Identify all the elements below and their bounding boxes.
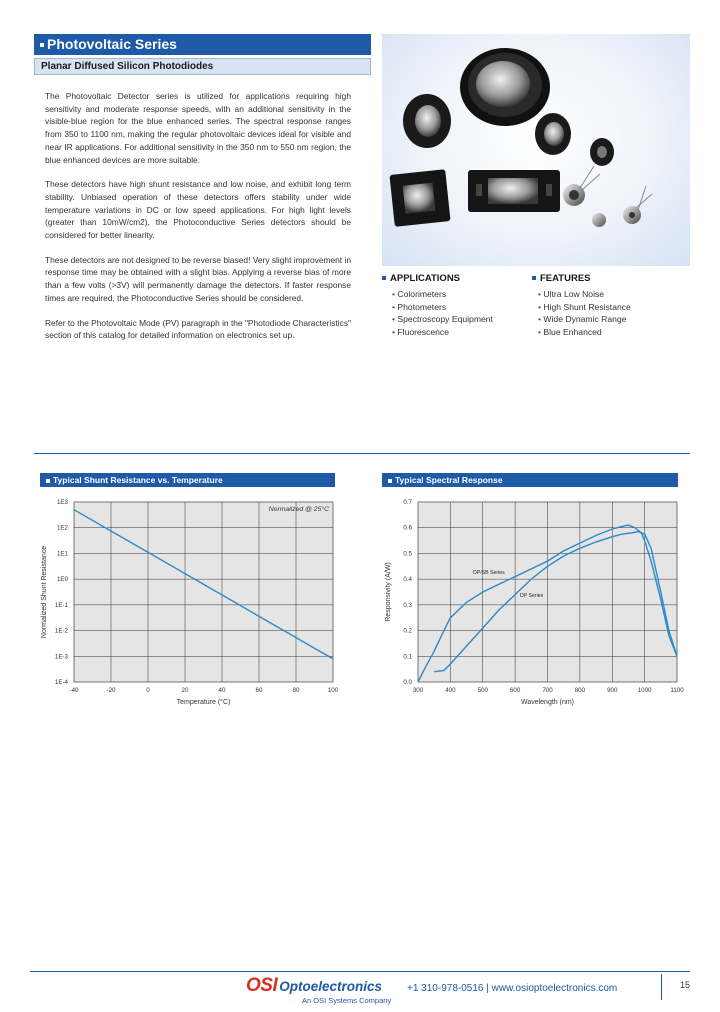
list-item: • Blue Enhanced [538, 326, 631, 339]
x-tick-label: 800 [574, 687, 586, 694]
chart-annotation: Normalized @ 25°C [268, 506, 329, 513]
y-tick-label: 0.5 [403, 550, 412, 558]
bullet-square-icon [46, 479, 50, 483]
spectral-response-chart [378, 488, 688, 713]
x-axis-label: Temperature (°C) [176, 699, 231, 706]
features-title: FEATURES [532, 273, 591, 284]
bullet-square-icon [388, 479, 392, 483]
y-tick-label: 0.7 [403, 499, 412, 506]
x-tick-label: 20 [181, 687, 189, 694]
x-tick-label: 300 [412, 687, 424, 694]
x-tick-label: 40 [218, 687, 226, 694]
shunt-chart-title: Typical Shunt Resistance vs. Temperature [40, 473, 335, 487]
y-axis-label: Responsivity (A/W) [385, 562, 392, 622]
y-tick-label: 0.6 [403, 524, 412, 532]
phone-number: +1 310-978-0516 [407, 983, 484, 994]
y-tick-label: 0.0 [403, 679, 412, 686]
page-number: 15 [680, 980, 691, 990]
list-item: • Wide Dynamic Range [538, 313, 631, 326]
applications-title: APPLICATIONS [382, 273, 460, 284]
x-tick-label: 100 [327, 687, 339, 694]
brand-logo: OSI Optoelectronics [246, 975, 383, 996]
list-item: • Fluorescence [392, 326, 493, 339]
plot-area [74, 502, 333, 682]
y-tick-label: 0.2 [403, 627, 412, 635]
list-item: • High Shunt Resistance [538, 301, 631, 314]
contact-separator: | [486, 983, 489, 994]
x-tick-label: 80 [292, 687, 300, 694]
intro-text [45, 90, 351, 354]
y-tick-label: 0.3 [403, 601, 412, 609]
product-photo [382, 34, 690, 266]
y-tick-label: 1E-3 [54, 653, 68, 661]
applications-list [392, 288, 493, 339]
y-axis-label: Normalized Shunt Resistance [41, 545, 48, 639]
bullet-square-icon [382, 276, 386, 280]
y-tick-label: 0.4 [403, 576, 412, 584]
list-item: • Colorimeters [392, 288, 493, 301]
section-subtitle: Planar Diffused Silicon Photodiodes [34, 58, 371, 75]
intro-paragraph: These detectors have high shunt resistance and low noise, and exhibit long term stability. Unbiased operation of these detectors offers stability under wide temperature variations in DC or low speed applications. For high light levels (greater than 10mW/cm2), the Photoconductive Series detectors should be considered for better linearity. [45, 179, 351, 241]
x-tick-label: 1000 [637, 687, 652, 694]
series-label: DP Series [519, 593, 544, 600]
y-tick-label: 1E-2 [54, 627, 68, 635]
bullet-square-icon [40, 43, 44, 47]
list-item: • Spectroscopy Equipment [392, 313, 493, 326]
y-tick-label: 1E1 [56, 550, 68, 558]
x-tick-label: 0 [146, 687, 150, 694]
x-tick-label: -40 [69, 687, 79, 694]
y-tick-label: 1E0 [56, 576, 68, 584]
x-tick-label: -20 [106, 687, 116, 694]
section-title: Photovoltaic Series [34, 34, 371, 55]
x-tick-label: 700 [542, 687, 553, 694]
x-tick-label: 60 [255, 687, 263, 694]
x-tick-label: 1100 [670, 687, 684, 694]
shunt-resistance-chart [34, 488, 344, 713]
y-tick-label: 1E-1 [54, 601, 68, 609]
features-list [538, 288, 631, 339]
intro-paragraph: Refer to the Photovoltaic Mode (PV) paragraph in the "Photodiode Characteristics" section of this catalog for detailed information on electronics set up. [45, 317, 351, 341]
brand-tagline: An OSI Systems Company [302, 996, 392, 1005]
bullet-square-icon [532, 276, 536, 280]
x-tick-label: 400 [445, 687, 456, 694]
website-link[interactable]: www.osioptoelectronics.com [491, 983, 618, 994]
list-item: • Ultra Low Noise [538, 288, 631, 301]
list-item: • Photometers [392, 301, 493, 314]
intro-paragraph: These detectors are not designed to be reverse biased! Very slight improvement in response time may be obtained with a slight bias. Applying a reverse bias of more than a few volts (>3V) will permanently damage the detectors. If faster response times are required, the Photoconductive Series should be considered. [45, 254, 351, 303]
y-tick-label: 1E-4 [54, 679, 68, 686]
spectral-chart-title: Typical Spectral Response [382, 473, 678, 487]
y-tick-label: 1E3 [56, 499, 68, 506]
x-tick-label: 500 [477, 687, 488, 694]
footer-contact [407, 983, 617, 994]
series-label: DP/SB Series [473, 570, 505, 576]
y-tick-label: 1E2 [56, 524, 68, 532]
section-divider [34, 453, 690, 454]
x-tick-label: 600 [509, 687, 521, 694]
y-tick-label: 0.1 [403, 653, 412, 661]
page-separator [661, 974, 662, 1000]
x-axis-label: Wavelength (nm) [520, 699, 575, 706]
footer-rule [30, 971, 690, 972]
intro-paragraph: The Photovoltaic Detector series is utilized for applications requiring high sensitivity and moderate response speeds, with an additional sensitivity in the visible-blue region for the blue enhanced series. The spectral response ranges from 350 to 1100 nm, making the regular photovoltaic devices ideal for visible and near IR applications. For additional sensitivity in the 350 nm to 550 nm region, the blue enhanced devices are more suitable. [45, 91, 351, 165]
x-tick-label: 900 [607, 687, 618, 694]
